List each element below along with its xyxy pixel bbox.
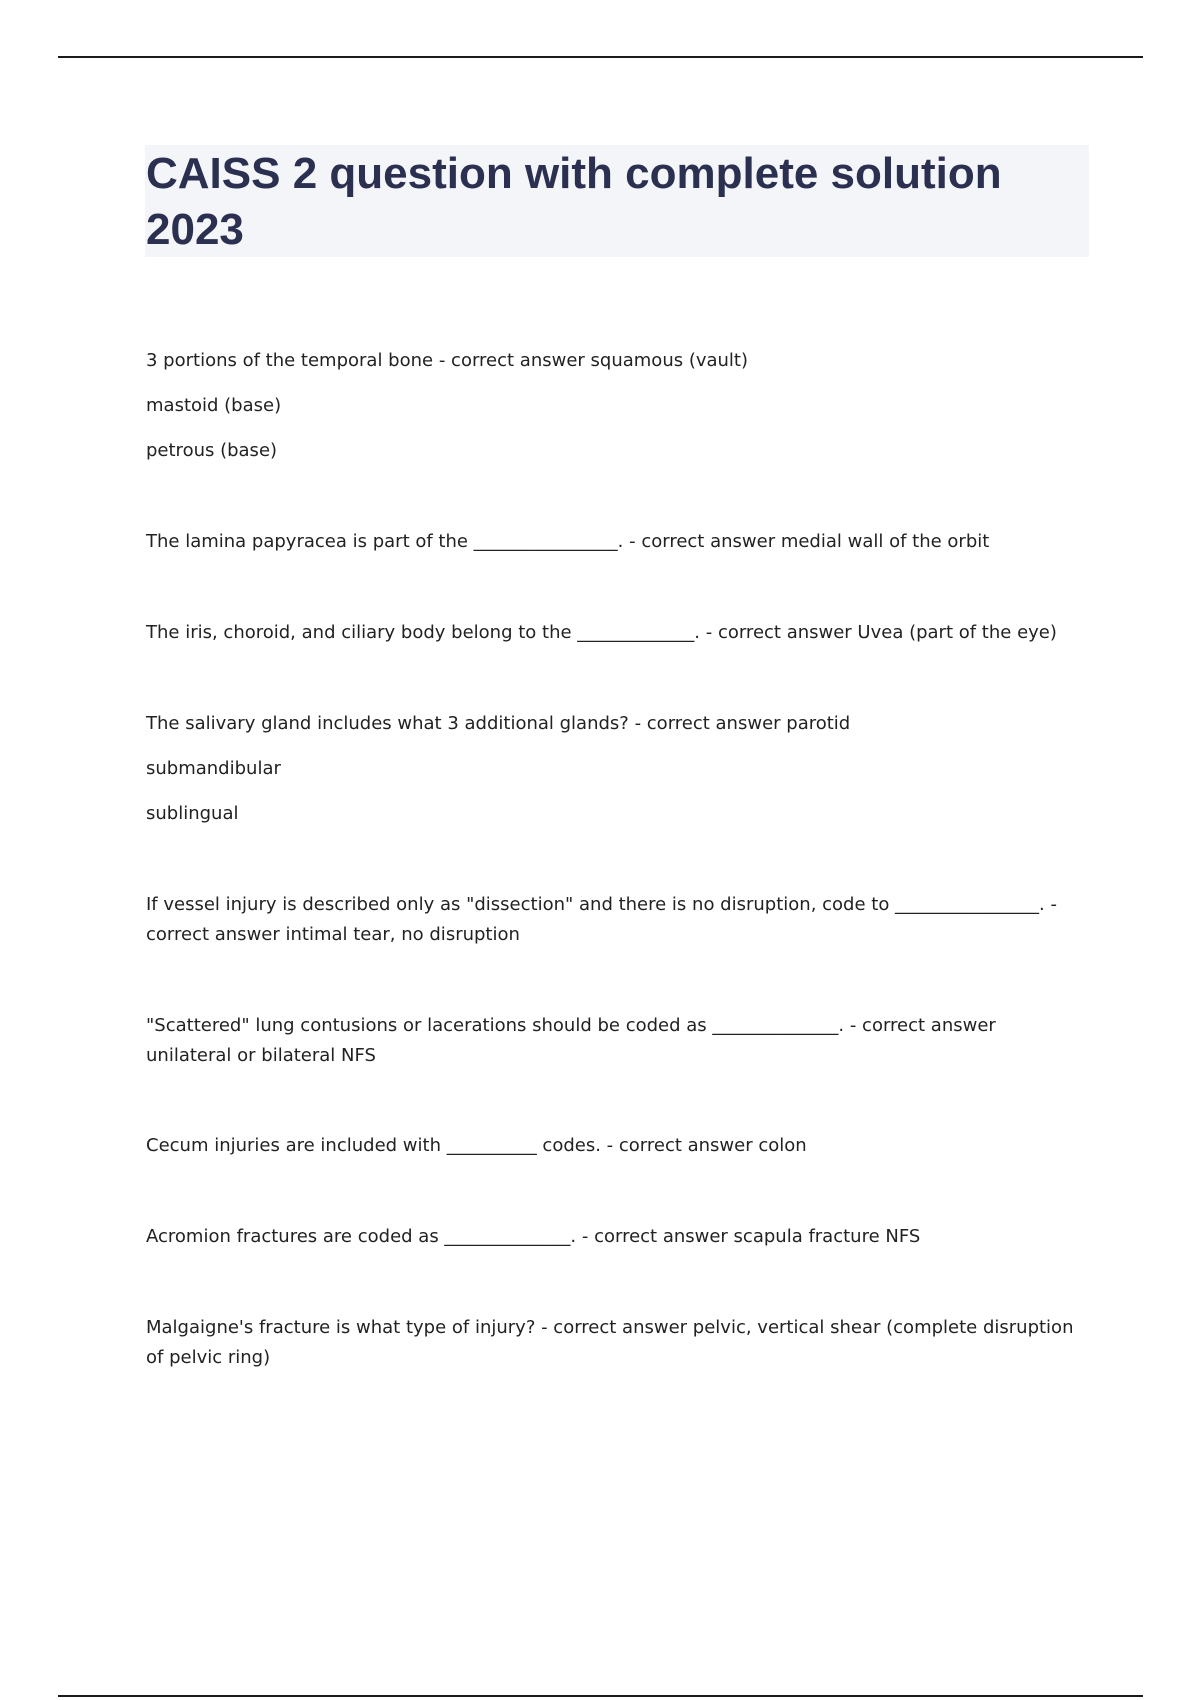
qa-item-6-text: "Scattered" lung contusions or lacerations should be coded as ______________. - correct answer unilateral or bilateral NFS [146,1015,1002,1066]
qa-item-5-text: If vessel injury is described only as "dissection" and there is no disruption, code to ________________. - correct answer intimal tear, no disruption [146,894,1063,945]
qa-item-3-text: The iris, choroid, and ciliary body belong to the _____________. - correct answer Uvea (part of the eye) [146,622,1057,643]
qa-item-8-text: Acromion fractures are coded as ______________. - correct answer scapula fracture NFS [146,1226,921,1247]
qa-item-7 [146,1131,1086,1161]
qa-item-4-question: The salivary gland includes what 3 additional glands? - correct answer parotid [146,713,851,734]
top-rule [58,56,1143,58]
qa-item-2 [146,527,1086,557]
qa-item-4-answer-line-3: sublingual [146,803,239,824]
qa-item-3 [146,618,1086,648]
qa-item-5 [146,890,1086,950]
qa-item-1-answer-line-3: petrous (base) [146,440,278,461]
document-title: CAISS 2 question with complete solution 2023 [146,149,1002,254]
qa-item-4-answer-line-2: submandibular [146,758,281,779]
qa-item-1 [146,346,1086,466]
qa-item-9-text: Malgaigne's fracture is what type of injury? - correct answer pelvic, vertical shear (complete disruption of pelvic ring) [146,1317,1080,1368]
qa-item-6 [146,1011,1086,1071]
qa-item-8 [146,1222,1086,1252]
qa-item-1-answer-line-2: mastoid (base) [146,395,282,416]
bottom-rule [58,1695,1143,1697]
qa-item-7-text: Cecum injuries are included with __________ codes. - correct answer colon [146,1135,807,1156]
qa-item-4 [146,709,1086,829]
qa-item-9 [146,1313,1086,1373]
qa-item-2-text: The lamina papyracea is part of the ________________. - correct answer medial wall of the orbit [146,531,990,552]
qa-item-1-question: 3 portions of the temporal bone - correct answer squamous (vault) [146,350,749,371]
